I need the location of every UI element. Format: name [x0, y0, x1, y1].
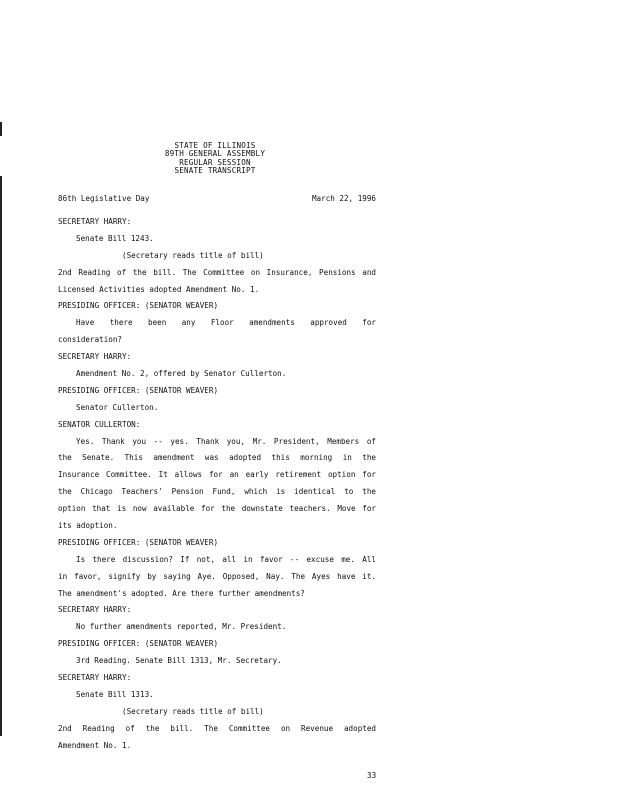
scan-edge-mark	[0, 122, 2, 136]
speaker-label: SECRETARY HARRY:	[58, 352, 132, 362]
stage-direction: (Secretary reads title of bill)	[122, 250, 264, 260]
transcript-line: Is there discussion? If not, all in favor -- excuse me. All	[76, 554, 376, 564]
header-line: SENATE TRANSCRIPT	[174, 166, 256, 176]
transcript-line: Senate Bill 1243.	[76, 233, 154, 243]
transcript-line: its adoption.	[58, 521, 118, 531]
page-number: 33	[367, 771, 377, 780]
session-date: March 22, 1996	[311, 194, 376, 203]
transcript-line: The amendment's adopted. Are there further amendments?	[58, 588, 305, 598]
transcript-line: 2nd Reading of the bill. The Committee on Revenue adopted	[58, 723, 376, 733]
transcript-line: 3rd Reading. Senate Bill 1313, Mr. Secretary.	[76, 656, 282, 666]
transcript-line: Senator Cullerton.	[76, 402, 159, 412]
transcript-line: Amendment No. 2, offered by Senator Cullerton.	[76, 369, 287, 379]
transcript-line: the Chicago Teachers' Pension Fund, which is identical to the	[58, 487, 376, 497]
speaker-label: SECRETARY HARRY:	[58, 673, 132, 683]
transcript-body	[58, 214, 376, 755]
dateline	[58, 194, 376, 204]
header-line: 89TH GENERAL ASSEMBLY	[164, 149, 266, 159]
stage-direction: (Secretary reads title of bill)	[122, 706, 264, 716]
speaker-label: SECRETARY HARRY:	[58, 217, 132, 226]
transcript-line: consideration?	[58, 335, 123, 345]
document-header	[140, 142, 290, 176]
transcript-line: 2nd Reading of the bill. The Committee on Insurance, Pensions and	[58, 267, 376, 277]
transcript-line: Have there been any Floor amendments approved for	[76, 318, 376, 328]
speaker-label: PRESIDING OFFICER: (SENATOR WEAVER)	[58, 639, 219, 649]
transcript-line: Licensed Activities adopted Amendment No. 1.	[58, 284, 260, 294]
transcript-line: Yes. Thank you -- yes. Thank you, Mr. President, Members of	[76, 436, 376, 446]
header-line: STATE OF ILLINOIS	[174, 141, 256, 150]
speaker-label: PRESIDING OFFICER: (SENATOR WEAVER)	[58, 537, 219, 547]
header-line: REGULAR SESSION	[179, 157, 251, 167]
transcript-line: the Senate. This amendment was adopted this morning in the	[58, 453, 376, 463]
transcript-line: Insurance Committee. It allows for an early retirement option for	[58, 470, 376, 480]
transcript-line: option that is now available for the downstate teachers. Move for	[58, 504, 376, 514]
speaker-label: PRESIDING OFFICER: (SENATOR WEAVER)	[58, 301, 219, 311]
transcript-line: in favor, signify by saying Aye. Opposed, Nay. The Ayes have it.	[58, 571, 376, 581]
transcript-line: No further amendments reported, Mr. President.	[76, 622, 287, 632]
legislative-day: 86th Legislative Day	[58, 194, 150, 203]
transcript-line: Amendment No. 1.	[58, 740, 132, 750]
transcript-line: Senate Bill 1313.	[76, 689, 154, 699]
scan-edge-mark	[0, 176, 2, 736]
speaker-label: SENATOR CULLERTON:	[58, 419, 141, 429]
speaker-label: PRESIDING OFFICER: (SENATOR WEAVER)	[58, 385, 219, 395]
speaker-label: SECRETARY HARRY:	[58, 605, 132, 615]
